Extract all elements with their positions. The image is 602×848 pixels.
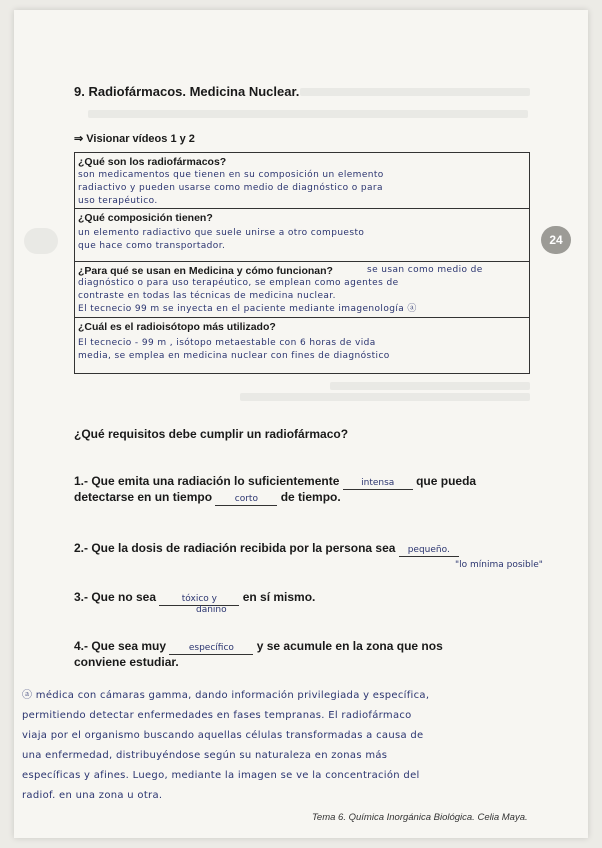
question-table: [74, 152, 530, 374]
handwritten-answer: El tecnecio 99 m se inyecta en el paciente mediante imagenología ⓐ: [78, 304, 417, 314]
requirement-text: y se acumule en la zona que nos: [253, 639, 443, 653]
handwritten-answer: diagnóstico o para uso terapéutico, se emplean como agentes de: [78, 278, 399, 288]
footnote-line: viaja por el organismo buscando aquellas células transformadas a causa de: [22, 730, 424, 741]
requirement-1: [74, 474, 476, 490]
requirement-4-line-2: conviene estudiar.: [74, 655, 179, 669]
handwritten-answer: un elemento radiactivo que suele unirse a otro compuesto: [78, 228, 365, 238]
footnote-line: radiof. en una zona u otra.: [22, 790, 163, 801]
requirement-text: 3.- Que no sea: [74, 590, 160, 604]
question-label: ¿Para qué se usan en Medicina y cómo funcionan?: [78, 265, 333, 277]
filled-blank: pequeño.: [399, 544, 459, 557]
table-row: [75, 318, 529, 372]
footnote-line: específicas y afines. Luego, mediante la imagen se ve la concentración del: [22, 770, 420, 781]
bleed-through-mark: [240, 393, 530, 401]
handwritten-answer: son medicamentos que tienen en su composición un elemento: [78, 170, 384, 180]
handwritten-answer: contraste en todas las técnicas de medicina nuclear.: [78, 291, 336, 301]
requirement-text: en sí mismo.: [239, 590, 316, 604]
bleed-through-mark: [24, 228, 58, 254]
requirement-text: de tiempo.: [277, 490, 341, 504]
requirement-2: [74, 541, 459, 557]
page-footer: Tema 6. Química Inorgánica Biológica. Celia Maya.: [312, 812, 528, 823]
handwritten-answer: se usan como medio de: [367, 265, 483, 275]
requirement-4: [74, 639, 443, 655]
bleed-through-mark: [330, 382, 530, 390]
handwritten-answer: radiactivo y pueden usarse como medio de diagnóstico o para: [78, 183, 383, 193]
instruction-text: ⇒ Visionar vídeos 1 y 2: [74, 133, 195, 145]
handwritten-footnote: [22, 686, 582, 806]
table-row: [75, 153, 529, 209]
filled-blank: corto: [215, 493, 277, 506]
requirement-text: detectarse en un tiempo: [74, 490, 216, 504]
requirement-3: [74, 590, 315, 606]
question-label: ¿Cuál es el radioisótopo más utilizado?: [78, 321, 276, 333]
footnote-line: permitiendo detectar enfermedades en fases tempranas. El radiofármaco: [22, 710, 412, 721]
question-label: ¿Qué son los radiofármacos?: [78, 156, 227, 168]
handwritten-answer: El tecnecio - 99 m , isótopo metaestable con 6 horas de vida: [78, 338, 376, 348]
footnote-line: ⓐ médica con cámaras gamma, dando información privilegiada y específica,: [22, 690, 430, 701]
requirement-text: 2.- Que la dosis de radiación recibida por la persona sea: [74, 541, 399, 555]
page-number-badge: 24: [541, 226, 571, 254]
footnote-line: una enfermedad, distribuyéndose según su naturaleza en zonas más: [22, 750, 388, 761]
handwritten-answer: que hace como transportador.: [78, 241, 226, 251]
table-row: [75, 262, 529, 318]
handwritten-answer: uso terapéutico.: [78, 196, 158, 206]
table-row: [75, 209, 529, 262]
bleed-through-mark: [300, 88, 530, 96]
bleed-through-mark: [88, 110, 528, 118]
filled-blank: específico: [169, 642, 253, 655]
requirement-text: que pueda: [412, 474, 477, 488]
handwritten-note: "lo mínima posible": [455, 560, 543, 570]
question-label: ¿Qué composición tienen?: [78, 212, 213, 224]
requirement-text: 1.- Que emita una radiación lo suficientemente: [74, 474, 343, 488]
section-title: 9. Radiofármacos. Medicina Nuclear.: [74, 84, 300, 99]
requirement-1-line-2: [74, 490, 341, 506]
requirement-text: 4.- Que sea muy: [74, 639, 170, 653]
filled-blank: tóxico y: [159, 593, 239, 606]
requirements-heading: ¿Qué requisitos debe cumplir un radiofármaco?: [74, 427, 349, 441]
filled-blank: intensa: [343, 477, 413, 490]
handwritten-answer: media, se emplea en medicina nuclear con fines de diagnóstico: [78, 351, 390, 361]
handwritten-note: dañino: [196, 605, 227, 615]
